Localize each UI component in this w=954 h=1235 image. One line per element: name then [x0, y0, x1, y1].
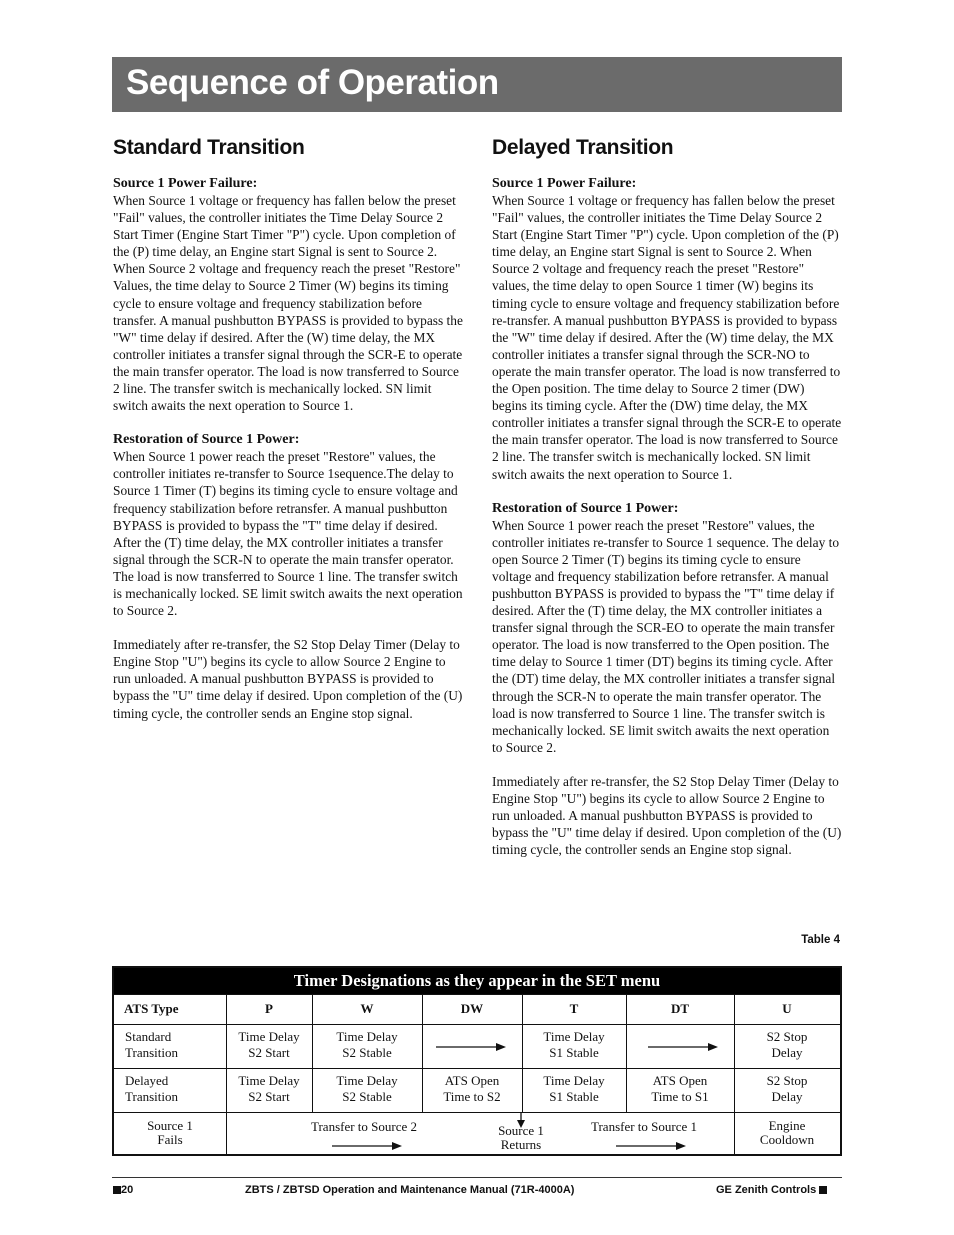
- title-banner: [112, 57, 842, 112]
- delayed-transition-column: [492, 136, 842, 875]
- row2-u: S2 Stop Delay: [766, 1073, 808, 1104]
- source1-returns-label: Source 1 Returns: [498, 1123, 544, 1152]
- delayed-transition-heading: Delayed Transition: [492, 136, 674, 159]
- standard-restore-text: When Source 1 power reach the preset "Restore" values, the controller initiates re-transfer to Source 1sequence.The delay to Source 1 Timer (T) begins its timing cycle to ensure voltage and frequency stabilization before retransfer. A manual pushbutton BYPASS is provided to bypass the "T" time delay if desired. After the (T) time delay, the MX controller initiates a transfer signal through the SCR-N to operate the main transfer operator. The load is now transferred to Source 1 line. The transfer switch is mechanically locked. SE limit switch awaits the next operation to Source 2.: [113, 449, 463, 619]
- header-dt: DT: [670, 1001, 690, 1016]
- row1-ats-type: Standard Transition: [125, 1029, 178, 1060]
- arrow-right-icon: [648, 1041, 720, 1053]
- delayed-s1-fail-title: Source 1 Power Failure:: [492, 176, 637, 191]
- row1-t: Time Delay S1 Stable: [543, 1029, 605, 1060]
- standard-transition-column: [113, 136, 463, 739]
- header-w: W: [360, 1001, 374, 1016]
- footer-rule: [112, 1177, 842, 1178]
- transfer-to-source1-label: Transfer to Source 1: [590, 1119, 698, 1134]
- row2-dw: ATS Open Time to S2: [443, 1073, 501, 1104]
- company-name: GE Zenith Controls: [716, 1184, 817, 1196]
- header-ats-type: ATS Type: [124, 1001, 179, 1016]
- header-t: T: [569, 1001, 579, 1016]
- table-divider: [114, 1068, 840, 1069]
- table-title: Timer Designations as they appear in the SET menu: [114, 968, 840, 994]
- arrow-right-icon: [616, 1140, 688, 1152]
- row2-dt: ATS Open Time to S1: [651, 1073, 709, 1104]
- standard-transition-heading: Standard Transition: [113, 136, 305, 159]
- page-title: Sequence of Operation: [126, 63, 499, 102]
- footer-page-number: [113, 1184, 133, 1196]
- table-divider: [114, 994, 840, 995]
- standard-s1-fail-title: Source 1 Power Failure:: [113, 176, 258, 191]
- delayed-s1-fail-text: When Source 1 voltage or frequency has fallen below the preset "Fail" values, the controller initiates the Time Delay Source 2 Start (Engine Start Timer "P") cycle. Upon completion of the (P) time delay, an Engine start Signal is sent to Source 2. When Source 2 voltage and frequency reach the preset "Restore" values, the time delay to open Source 1 timer (W) begins its timing cycle to ensure voltage and frequency stabilization before re-transfer. A manual pushbutton BYPASS is provided to bypass the "W" time delay if desired. After the (W) time delay, the MX controller initiates a transfer signal through the SCR-NO to operate the main transfer operator. The load is now transferred to the Open position. The time delay to Source 2 timer (DW) begins its timing cycle. After the (DW) time delay, the MX controller initiates a transfer signal through the SCR-E to operate the main transfer operator. The load is now transferred to Source 2 line. The transfer switch is mechanically locked. SN limit switch awaits the next operation to Source 1.: [492, 193, 842, 482]
- header-dw: DW: [460, 1001, 484, 1016]
- row1-p: Time Delay S2 Start: [238, 1029, 300, 1060]
- arrow-right-icon: [332, 1140, 404, 1152]
- header-u: U: [782, 1001, 792, 1016]
- source1-fails-label: Source 1 Fails: [147, 1118, 193, 1147]
- delayed-restore-title: Restoration of Source 1 Power:: [492, 500, 679, 516]
- header-p: P: [265, 1001, 273, 1016]
- table-divider: [114, 1112, 840, 1113]
- row2-t: Time Delay S1 Stable: [543, 1073, 605, 1104]
- delayed-stop-text: Immediately after re-transfer, the S2 Stop Delay Timer (Delay to Engine Stop "U") begins its cycle to allow Source 2 Engine to run unloaded. A manual pushbutton BYPASS is provided to bypass the "U" time delay if desired. Upon completion of the (U) timing cycle, the controller sends an Engine stop signal.: [492, 773, 842, 858]
- row2-ats-type: Delayed Transition: [125, 1073, 178, 1104]
- standard-restore-title: Restoration of Source 1 Power:: [113, 432, 300, 448]
- standard-s1-fail-text: When Source 1 voltage or frequency has fallen below the preset "Fail" values, the controller initiates the Time Delay Source 2 Start Timer (Engine Start Timer "P") cycle. Upon completion of the (P) time delay, an Engine start Signal is sent to Source 2. When Source 2 voltage and frequency reach the preset "Restore" Values, the time delay to Source 2 Timer (W) begins its timing cycle to ensure voltage and frequency stabilization before transfer. A manual pushbutton BYPASS is provided to bypass the "W" time delay if desired. After the (W) time delay, the MX controller initiates a transfer signal through the SCR-E to operate the main transfer operator. The load is now transferred to Source 2 line. The transfer switch is mechanically locked. SN limit switch awaits the next operation to Source 1.: [113, 193, 463, 414]
- row2-p: Time Delay S2 Start: [238, 1073, 300, 1104]
- table-caption: Table 4: [801, 934, 840, 946]
- row1-u: S2 Stop Delay: [766, 1029, 808, 1060]
- row1-w: Time Delay S2 Stable: [336, 1029, 398, 1060]
- footer-company: [716, 1184, 827, 1196]
- delayed-restore-text: When Source 1 power reach the preset "Restore" values, the controller initiates re-transfer to Source 1 sequence. The delay to open Source 2 Timer (T) begins its timing cycle to ensure voltage and frequency stabilization before retransfer. A manual pushbutton BYPASS is provided to bypass the "T" time delay if desired. After the (T) time delay, the MX controller initiates a transfer signal through the SCR-EO to operate the main transfer operator. The load is now transferred to the Open position. The time delay to Source 1 timer (DT) begins its timing cycle. After the (DT) time delay, the MX controller initiates a transfer signal through the SCR-N to operate the main transfer operator. The load is now transferred to Source 1 line. The transfer switch is mechanically locked. SE limit switch awaits the next operation to Source 2.: [492, 517, 840, 755]
- arrow-right-icon: [436, 1041, 508, 1053]
- page-number: 20: [121, 1184, 134, 1196]
- square-bullet-icon: [113, 1186, 121, 1194]
- transfer-to-source2-label: Transfer to Source 2: [310, 1119, 418, 1134]
- timer-designations-table: [112, 966, 842, 1156]
- row2-w: Time Delay S2 Stable: [336, 1073, 398, 1104]
- square-bullet-icon: [819, 1186, 827, 1194]
- footer-manual-title: ZBTS / ZBTSD Operation and Maintenance Manual (71R-4000A): [245, 1184, 575, 1196]
- table-divider: [114, 1024, 840, 1025]
- engine-cooldown-label: Engine Cooldown: [759, 1118, 815, 1147]
- standard-stop-text: Immediately after re-transfer, the S2 Stop Delay Timer (Delay to Engine Stop "U") begins its cycle to allow Source 2 Engine to run unloaded. A manual pushbutton BYPASS is provided to bypass the "U" time delay if desired. Upon completion of the (U) timing cycle, the controller sends an Engine stop signal.: [113, 637, 463, 721]
